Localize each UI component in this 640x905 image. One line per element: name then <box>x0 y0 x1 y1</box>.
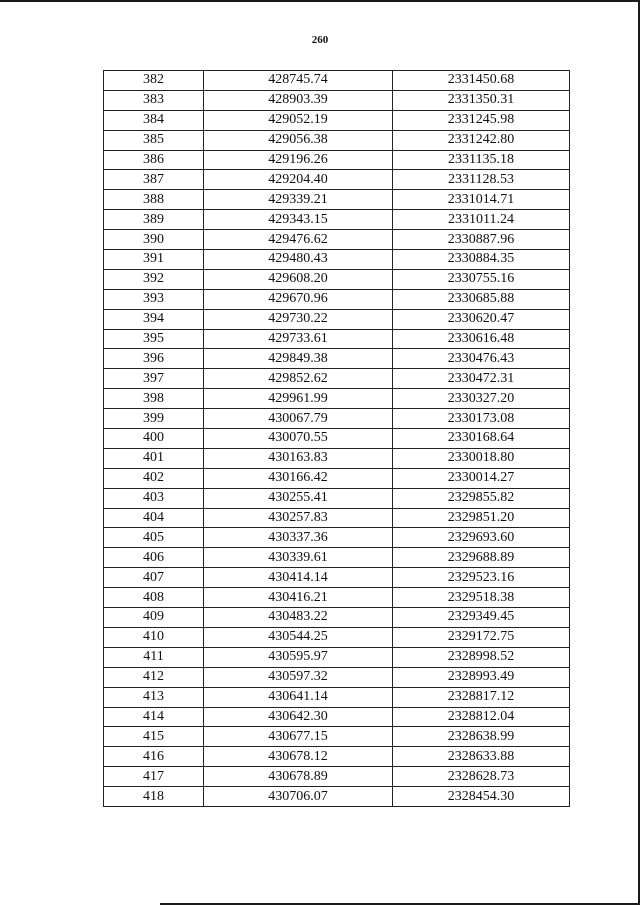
table-row <box>104 727 570 747</box>
x-coordinate-cell: 429204.40 <box>204 170 393 190</box>
x-coordinate-cell: 430416.21 <box>204 588 393 608</box>
table-row <box>104 707 570 727</box>
table-row <box>104 250 570 270</box>
point-number-cell: 418 <box>104 787 204 807</box>
y-coordinate-cell: 2328993.49 <box>393 667 570 687</box>
x-coordinate-cell: 429056.38 <box>204 130 393 150</box>
x-coordinate-cell: 430339.61 <box>204 548 393 568</box>
table-row <box>104 90 570 110</box>
point-number-cell: 404 <box>104 508 204 528</box>
point-number-cell: 415 <box>104 727 204 747</box>
point-number-cell: 403 <box>104 488 204 508</box>
x-coordinate-cell: 430414.14 <box>204 568 393 588</box>
x-coordinate-cell: 429480.43 <box>204 250 393 270</box>
page-edge-top <box>0 0 640 2</box>
x-coordinate-cell: 429339.21 <box>204 190 393 210</box>
point-number-cell: 398 <box>104 389 204 409</box>
x-coordinate-cell: 430067.79 <box>204 409 393 429</box>
point-number-cell: 393 <box>104 289 204 309</box>
table-row <box>104 329 570 349</box>
x-coordinate-cell: 430255.41 <box>204 488 393 508</box>
x-coordinate-cell: 429608.20 <box>204 269 393 289</box>
y-coordinate-cell: 2330884.35 <box>393 250 570 270</box>
table-row <box>104 528 570 548</box>
x-coordinate-cell: 430677.15 <box>204 727 393 747</box>
point-number-cell: 401 <box>104 448 204 468</box>
point-number-cell: 394 <box>104 309 204 329</box>
x-coordinate-cell: 430483.22 <box>204 608 393 628</box>
x-coordinate-cell: 429961.99 <box>204 389 393 409</box>
table-row <box>104 389 570 409</box>
point-number-cell: 407 <box>104 568 204 588</box>
table-row <box>104 71 570 91</box>
table-row <box>104 210 570 230</box>
y-coordinate-cell: 2330173.08 <box>393 409 570 429</box>
x-coordinate-cell: 428903.39 <box>204 90 393 110</box>
x-coordinate-cell: 428745.74 <box>204 71 393 91</box>
y-coordinate-cell: 2329855.82 <box>393 488 570 508</box>
coordinates-table <box>103 70 570 807</box>
x-coordinate-cell: 430163.83 <box>204 448 393 468</box>
y-coordinate-cell: 2329693.60 <box>393 528 570 548</box>
y-coordinate-cell: 2331350.31 <box>393 90 570 110</box>
point-number-cell: 411 <box>104 647 204 667</box>
x-coordinate-cell: 430678.89 <box>204 767 393 787</box>
point-number-cell: 417 <box>104 767 204 787</box>
table-row <box>104 667 570 687</box>
x-coordinate-cell: 429476.62 <box>204 230 393 250</box>
point-number-cell: 402 <box>104 468 204 488</box>
point-number-cell: 409 <box>104 608 204 628</box>
x-coordinate-cell: 430337.36 <box>204 528 393 548</box>
table-row <box>104 409 570 429</box>
x-coordinate-cell: 430544.25 <box>204 627 393 647</box>
page-number: 260 <box>311 34 329 46</box>
y-coordinate-cell: 2328638.99 <box>393 727 570 747</box>
point-number-cell: 405 <box>104 528 204 548</box>
table-row <box>104 608 570 628</box>
point-number-cell: 388 <box>104 190 204 210</box>
y-coordinate-cell: 2328633.88 <box>393 747 570 767</box>
table-row <box>104 548 570 568</box>
table-row <box>104 448 570 468</box>
x-coordinate-cell: 430257.83 <box>204 508 393 528</box>
table-row <box>104 508 570 528</box>
table-row <box>104 309 570 329</box>
x-coordinate-cell: 430166.42 <box>204 468 393 488</box>
y-coordinate-cell: 2331242.80 <box>393 130 570 150</box>
y-coordinate-cell: 2330620.47 <box>393 309 570 329</box>
point-number-cell: 383 <box>104 90 204 110</box>
x-coordinate-cell: 429670.96 <box>204 289 393 309</box>
y-coordinate-cell: 2330018.80 <box>393 448 570 468</box>
point-number-cell: 397 <box>104 369 204 389</box>
table-row <box>104 190 570 210</box>
table-row <box>104 289 570 309</box>
y-coordinate-cell: 2329688.89 <box>393 548 570 568</box>
point-number-cell: 392 <box>104 269 204 289</box>
x-coordinate-cell: 430070.55 <box>204 429 393 449</box>
y-coordinate-cell: 2330616.48 <box>393 329 570 349</box>
coordinates-table-body <box>104 71 570 807</box>
table-row <box>104 468 570 488</box>
point-number-cell: 387 <box>104 170 204 190</box>
point-number-cell: 390 <box>104 230 204 250</box>
table-row <box>104 349 570 369</box>
x-coordinate-cell: 429730.22 <box>204 309 393 329</box>
point-number-cell: 385 <box>104 130 204 150</box>
table-row <box>104 110 570 130</box>
table-row <box>104 568 570 588</box>
x-coordinate-cell: 430642.30 <box>204 707 393 727</box>
y-coordinate-cell: 2330476.43 <box>393 349 570 369</box>
table-row <box>104 767 570 787</box>
y-coordinate-cell: 2328998.52 <box>393 647 570 667</box>
y-coordinate-cell: 2331011.24 <box>393 210 570 230</box>
y-coordinate-cell: 2330014.27 <box>393 468 570 488</box>
table-row <box>104 170 570 190</box>
y-coordinate-cell: 2328628.73 <box>393 767 570 787</box>
point-number-cell: 406 <box>104 548 204 568</box>
y-coordinate-cell: 2328812.04 <box>393 707 570 727</box>
point-number-cell: 414 <box>104 707 204 727</box>
x-coordinate-cell: 429196.26 <box>204 150 393 170</box>
x-coordinate-cell: 429849.38 <box>204 349 393 369</box>
y-coordinate-cell: 2331128.53 <box>393 170 570 190</box>
point-number-cell: 382 <box>104 71 204 91</box>
point-number-cell: 391 <box>104 250 204 270</box>
y-coordinate-cell: 2329523.16 <box>393 568 570 588</box>
x-coordinate-cell: 430678.12 <box>204 747 393 767</box>
point-number-cell: 410 <box>104 627 204 647</box>
y-coordinate-cell: 2328817.12 <box>393 687 570 707</box>
table-row <box>104 687 570 707</box>
table-row <box>104 588 570 608</box>
table-row <box>104 269 570 289</box>
table-row <box>104 488 570 508</box>
x-coordinate-cell: 430641.14 <box>204 687 393 707</box>
table-row <box>104 787 570 807</box>
point-number-cell: 384 <box>104 110 204 130</box>
y-coordinate-cell: 2329518.38 <box>393 588 570 608</box>
table-row <box>104 429 570 449</box>
x-coordinate-cell: 430706.07 <box>204 787 393 807</box>
point-number-cell: 412 <box>104 667 204 687</box>
y-coordinate-cell: 2329172.75 <box>393 627 570 647</box>
point-number-cell: 408 <box>104 588 204 608</box>
point-number-cell: 400 <box>104 429 204 449</box>
table-row <box>104 230 570 250</box>
y-coordinate-cell: 2330887.96 <box>393 230 570 250</box>
y-coordinate-cell: 2331450.68 <box>393 71 570 91</box>
point-number-cell: 413 <box>104 687 204 707</box>
point-number-cell: 399 <box>104 409 204 429</box>
point-number-cell: 386 <box>104 150 204 170</box>
x-coordinate-cell: 429852.62 <box>204 369 393 389</box>
y-coordinate-cell: 2331245.98 <box>393 110 570 130</box>
y-coordinate-cell: 2331014.71 <box>393 190 570 210</box>
point-number-cell: 389 <box>104 210 204 230</box>
y-coordinate-cell: 2330685.88 <box>393 289 570 309</box>
point-number-cell: 395 <box>104 329 204 349</box>
x-coordinate-cell: 429343.15 <box>204 210 393 230</box>
table-row <box>104 627 570 647</box>
x-coordinate-cell: 429733.61 <box>204 329 393 349</box>
x-coordinate-cell: 430595.97 <box>204 647 393 667</box>
x-coordinate-cell: 429052.19 <box>204 110 393 130</box>
y-coordinate-cell: 2328454.30 <box>393 787 570 807</box>
table-row <box>104 647 570 667</box>
table-row <box>104 747 570 767</box>
point-number-cell: 396 <box>104 349 204 369</box>
y-coordinate-cell: 2330168.64 <box>393 429 570 449</box>
table-row <box>104 369 570 389</box>
point-number-cell: 416 <box>104 747 204 767</box>
y-coordinate-cell: 2330327.20 <box>393 389 570 409</box>
y-coordinate-cell: 2330755.16 <box>393 269 570 289</box>
y-coordinate-cell: 2329349.45 <box>393 608 570 628</box>
table-row <box>104 150 570 170</box>
x-coordinate-cell: 430597.32 <box>204 667 393 687</box>
table-row <box>104 130 570 150</box>
y-coordinate-cell: 2329851.20 <box>393 508 570 528</box>
y-coordinate-cell: 2331135.18 <box>393 150 570 170</box>
y-coordinate-cell: 2330472.31 <box>393 369 570 389</box>
